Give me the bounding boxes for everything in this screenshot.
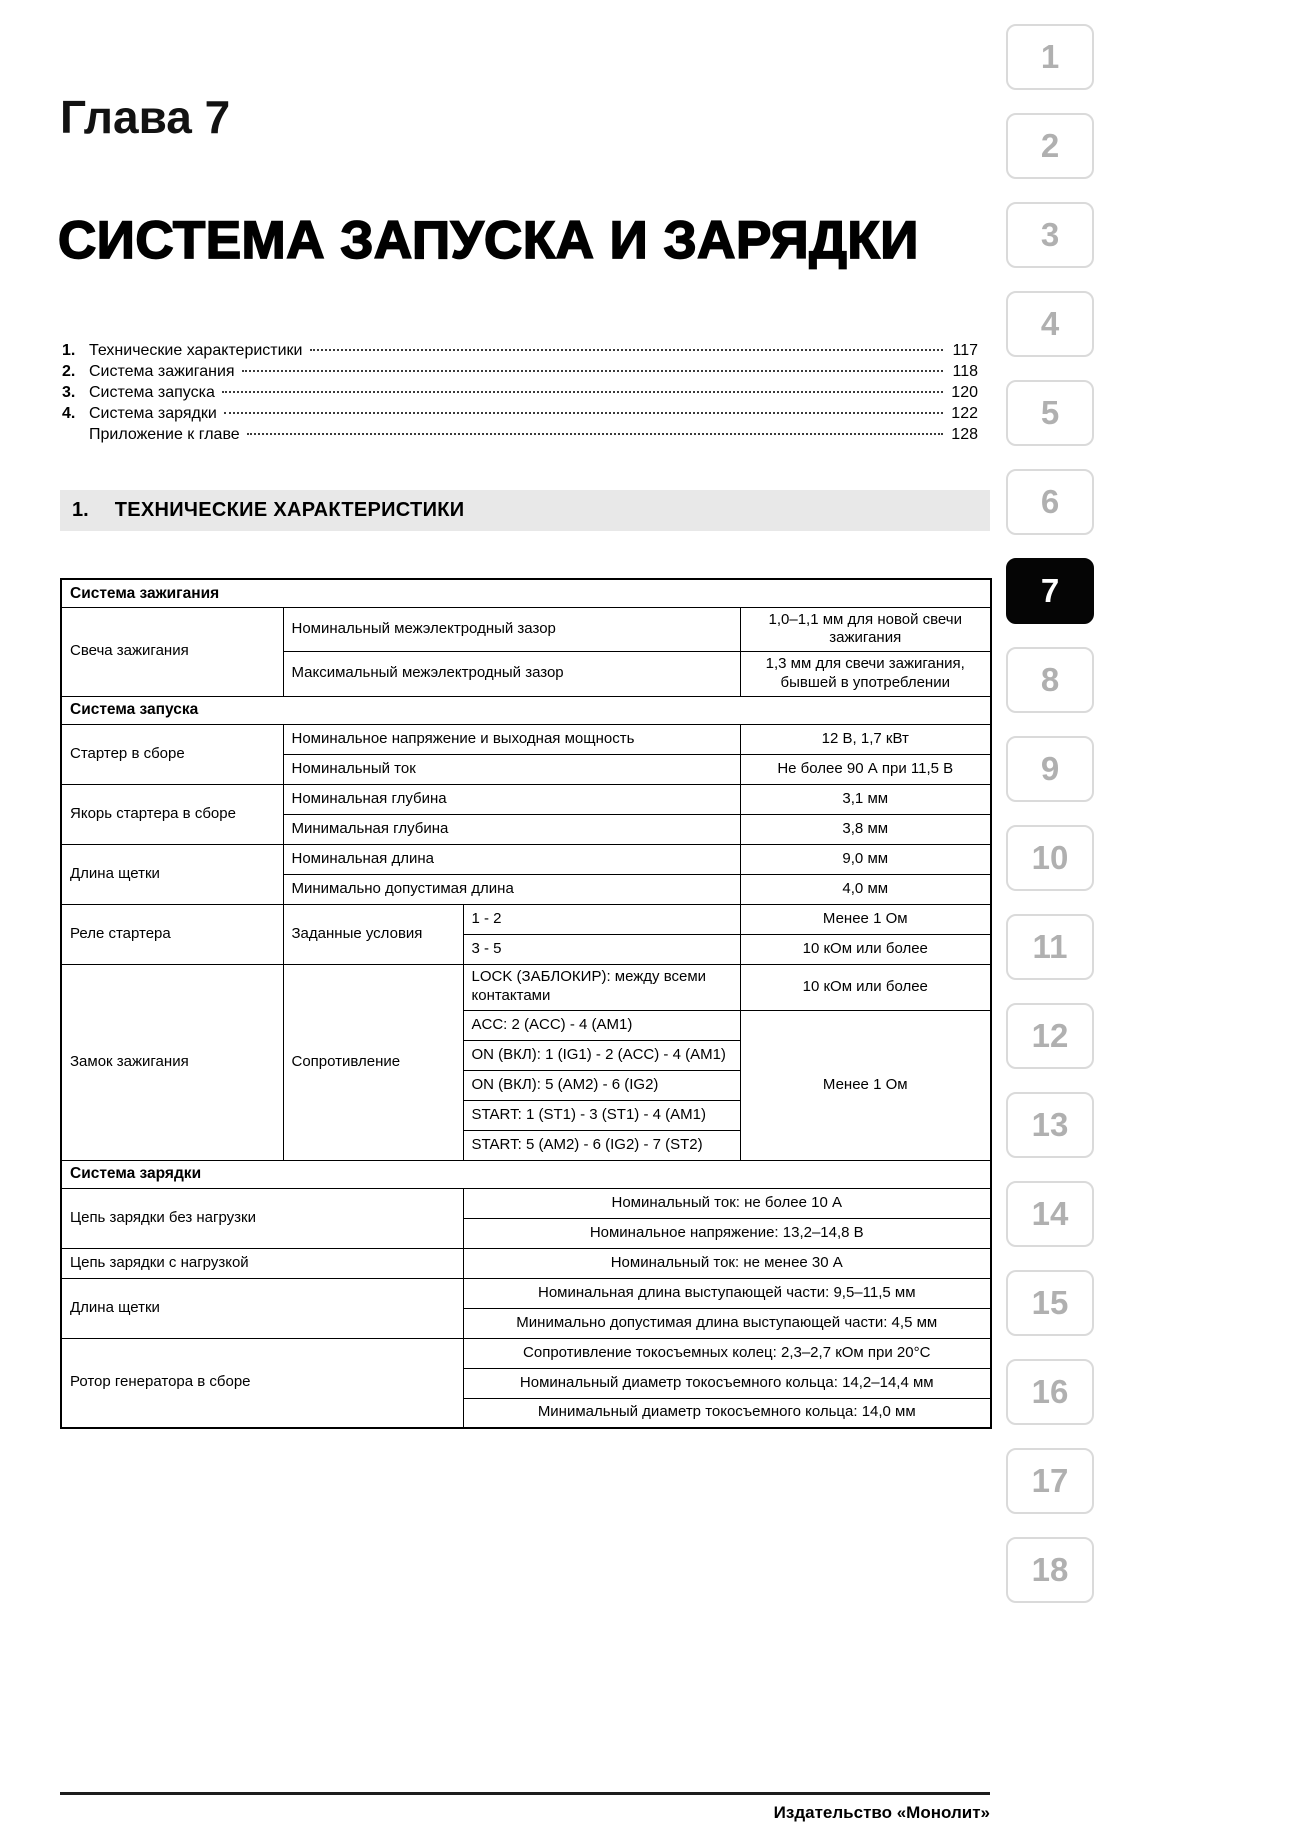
toc-item-label: Система зарядки xyxy=(89,405,217,422)
chapter-tab-10: 10 xyxy=(1006,825,1094,891)
chapter-tab-12: 12 xyxy=(1006,1003,1094,1069)
chapter-tab-18: 18 xyxy=(1006,1537,1094,1603)
toc-item-number: 3. xyxy=(62,384,76,401)
spec-value-cell: Менее 1 Ом xyxy=(740,904,991,934)
spec-param-cell: Сопротивление xyxy=(283,964,463,1160)
table-section-header-starting: Система запуска xyxy=(61,696,991,724)
toc-page-number: 118 xyxy=(952,363,978,380)
chapter-tab-14: 14 xyxy=(1006,1181,1094,1247)
spec-label-cell: Цепь зарядки без нагрузки xyxy=(61,1188,463,1248)
table-section-header-ignition: Система зажигания xyxy=(61,579,991,607)
toc-item xyxy=(62,384,978,405)
spec-param-cell: Номинальная длина xyxy=(283,844,740,874)
spec-value-cell: 3,1 мм xyxy=(740,784,991,814)
spec-condition-cell: ON (ВКЛ): 5 (AM2) - 6 (IG2) xyxy=(463,1070,740,1100)
section-number: 1. xyxy=(72,499,89,521)
spec-value-cell: 1,0–1,1 мм для новой свечи зажигания xyxy=(740,607,991,652)
spec-table xyxy=(60,578,992,1429)
toc-leader-dots xyxy=(247,433,943,435)
table-section-header-charging: Система зарядки xyxy=(61,1160,991,1188)
toc-item-label: Система запуска xyxy=(89,384,215,401)
spec-value-cell: 10 кОм или более xyxy=(740,964,991,1010)
spec-value-cell: 12 В, 1,7 кВт xyxy=(740,724,991,754)
spec-param-cell: Номинальный межэлектродный зазор xyxy=(283,607,740,652)
section-heading-bar xyxy=(60,490,990,531)
chapter-tab-3: 3 xyxy=(1006,202,1094,268)
chapter-tabs xyxy=(1006,24,1094,1626)
chapter-tab-16: 16 xyxy=(1006,1359,1094,1425)
toc-item-label: Приложение к главе xyxy=(89,426,240,443)
chapter-tab-11: 11 xyxy=(1006,914,1094,980)
chapter-tab-17: 17 xyxy=(1006,1448,1094,1514)
spec-value-cell: Не более 90 А при 11,5 В xyxy=(740,754,991,784)
chapter-tab-13: 13 xyxy=(1006,1092,1094,1158)
spec-label-cell: Ротор генератора в сборе xyxy=(61,1338,463,1428)
chapter-label: Глава 7 xyxy=(60,91,231,143)
spec-label-cell: Стартер в сборе xyxy=(61,724,283,784)
section-title: ТЕХНИЧЕСКИЕ ХАРАКТЕРИСТИКИ xyxy=(114,499,465,521)
spec-value-cell: Номинальный ток: не менее 30 А xyxy=(463,1248,991,1278)
toc-item-label: Технические характеристики xyxy=(89,342,303,359)
chapter-tab-7-active: 7 xyxy=(1006,558,1094,624)
spec-param-cell: Номинальный ток xyxy=(283,754,740,784)
spec-label-cell: Замок зажигания xyxy=(61,964,283,1160)
toc-item xyxy=(62,405,978,426)
toc-leader-dots xyxy=(310,349,944,351)
spec-label-cell: Длина щетки xyxy=(61,844,283,904)
spec-value-cell: Сопротивление токосъемных колец: 2,3–2,7 кОм при 20°С xyxy=(463,1338,991,1368)
spec-label-cell: Длина щетки xyxy=(61,1278,463,1338)
spec-value-cell: 10 кОм или более xyxy=(740,934,991,964)
toc-leader-dots xyxy=(222,391,943,393)
toc-page-number: 120 xyxy=(951,384,978,401)
spec-value-cell: Номинальное напряжение: 13,2–14,8 В xyxy=(463,1218,991,1248)
toc-page-number: 122 xyxy=(951,405,978,422)
spec-value-cell: Минимальный диаметр токосъемного кольца: 14,0 мм xyxy=(463,1398,991,1428)
spec-value-cell: 1,3 мм для свечи зажигания, бывшей в употреблении xyxy=(740,652,991,697)
spec-condition-cell: ON (ВКЛ): 1 (IG1) - 2 (ACC) - 4 (AM1) xyxy=(463,1040,740,1070)
chapter-tab-6: 6 xyxy=(1006,469,1094,535)
spec-condition-cell: 3 - 5 xyxy=(463,934,740,964)
spec-value-cell: Номинальный ток: не более 10 А xyxy=(463,1188,991,1218)
spec-value-cell: Номинальный диаметр токосъемного кольца: 14,2–14,4 мм xyxy=(463,1368,991,1398)
spec-label-cell: Якорь стартера в сборе xyxy=(61,784,283,844)
toc-page-number: 128 xyxy=(951,426,978,443)
spec-label-cell: Реле стартера xyxy=(61,904,283,964)
spec-condition-cell: ACC: 2 (ACC) - 4 (AM1) xyxy=(463,1010,740,1040)
spec-value-cell: 3,8 мм xyxy=(740,814,991,844)
spec-value-cell: Номинальная длина выступающей части: 9,5–11,5 мм xyxy=(463,1278,991,1308)
spec-value-cell: Менее 1 Ом xyxy=(740,1010,991,1160)
toc-item xyxy=(62,426,978,447)
spec-condition-cell: LOCK (ЗАБЛОКИР): между всеми контактами xyxy=(463,964,740,1010)
chapter-tab-1: 1 xyxy=(1006,24,1094,90)
chapter-tab-9: 9 xyxy=(1006,736,1094,802)
chapter-tab-2: 2 xyxy=(1006,113,1094,179)
chapter-tab-4: 4 xyxy=(1006,291,1094,357)
chapter-tab-8: 8 xyxy=(1006,647,1094,713)
toc-leader-dots xyxy=(224,412,943,414)
chapter-tab-5: 5 xyxy=(1006,380,1094,446)
spec-value-cell: 9,0 мм xyxy=(740,844,991,874)
spec-condition-cell: 1 - 2 xyxy=(463,904,740,934)
spec-condition-cell: START: 1 (ST1) - 3 (ST1) - 4 (AM1) xyxy=(463,1100,740,1130)
toc-leader-dots xyxy=(242,370,943,372)
spec-label-cell: Цепь зарядки с нагрузкой xyxy=(61,1248,463,1278)
toc-item-number: 1. xyxy=(62,342,76,359)
spec-value-cell: Минимально допустимая длина выступающей части: 4,5 мм xyxy=(463,1308,991,1338)
footer-rule xyxy=(60,1792,990,1795)
toc-item xyxy=(62,342,978,363)
spec-param-cell: Заданные условия xyxy=(283,904,463,964)
spec-param-cell: Минимальная глубина xyxy=(283,814,740,844)
toc-item xyxy=(62,363,978,384)
page-title: СИСТЕМА ЗАПУСКА И ЗАРЯДКИ xyxy=(58,211,919,270)
publisher-credit: Издательство «Монолит» xyxy=(773,1803,990,1822)
spec-param-cell: Номинальное напряжение и выходная мощность xyxy=(283,724,740,754)
spec-param-cell: Номинальная глубина xyxy=(283,784,740,814)
toc-item-label: Система зажигания xyxy=(89,363,235,380)
spec-param-cell: Максимальный межэлектродный зазор xyxy=(283,652,740,697)
chapter-tab-15: 15 xyxy=(1006,1270,1094,1336)
toc-item-number: 2. xyxy=(62,363,76,380)
table-of-contents xyxy=(62,342,978,447)
spec-value-cell: 4,0 мм xyxy=(740,874,991,904)
toc-page-number: 117 xyxy=(952,342,978,359)
spec-label-cell: Свеча зажигания xyxy=(61,607,283,696)
spec-condition-cell: START: 5 (AM2) - 6 (IG2) - 7 (ST2) xyxy=(463,1130,740,1160)
spec-param-cell: Минимально допустимая длина xyxy=(283,874,740,904)
toc-item-number: 4. xyxy=(62,405,76,422)
